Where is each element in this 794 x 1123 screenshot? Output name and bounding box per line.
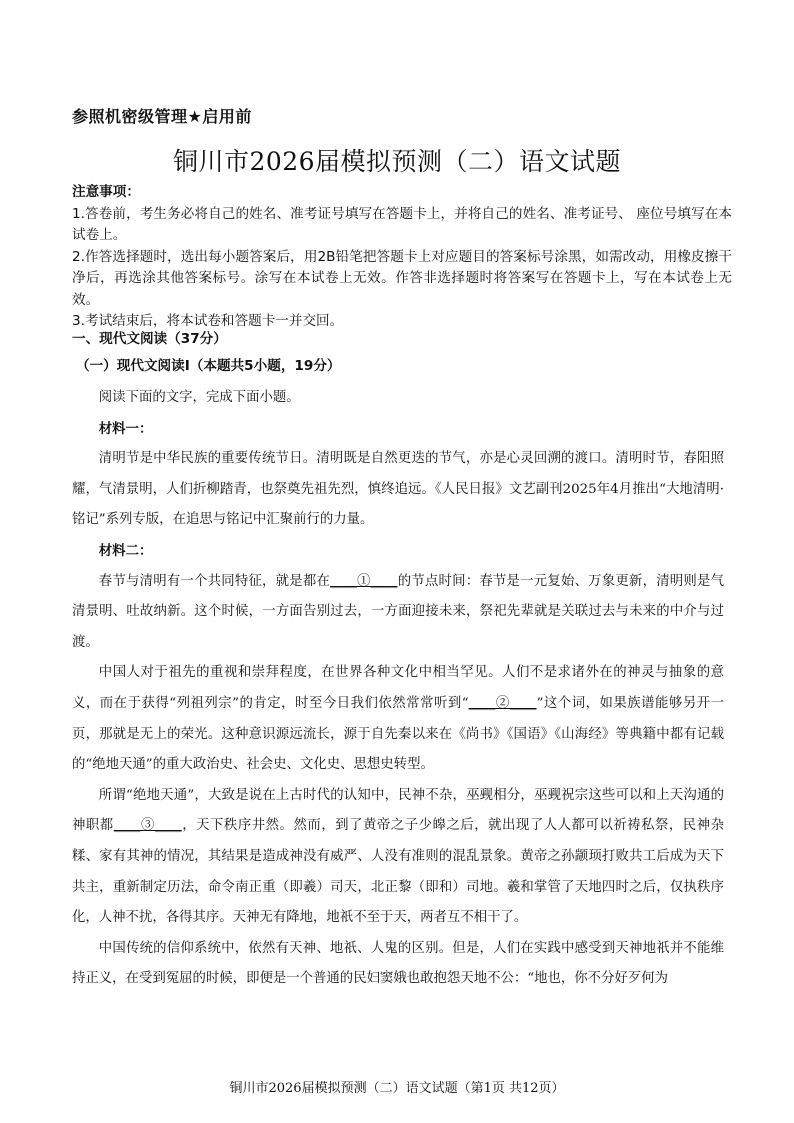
notices-heading: 注意事项： [72,184,140,200]
paragraph-text: 的节点时间：春节是一元复始、万象更新，清明则是气清景明、吐故纳新。这个时候，一方面告别过去，一方面迎接未来，祭祀先辈就是关联过去与未来的中介与过渡。 [72,573,725,650]
paragraph-text: 中国人对于祖先的重视和崇拜程度，在世界各种文化中相当罕见。人们不是求诸外在的神灵与抽象的意义，而在于获得“列祖列宗”的肯定，时至今日我们依然常常听到“ [72,665,724,711]
blank-1: ____①____ [330,573,398,589]
material-2-paragraph-2 [72,658,724,780]
blank-3: ____③____ [113,818,182,834]
material-1-label: 材料一： [98,420,153,437]
confidentiality-label: 参照机密级管理★启用前 [72,107,252,126]
page-title: 铜川市2026届模拟预测（二）语文试题 [172,147,622,176]
section-heading: 一、现代文阅读（37分） [72,331,227,347]
page-footer: 铜川市2026届模拟预测（二）语文试题（第1页 共12页） [229,1081,565,1096]
blank-2: ____②____ [468,695,537,711]
paragraph-text: 所谓“绝地天通”，大致是说在上古时代的认知中，民神不杂，巫觋相分，巫觋祝宗这些可以和上天沟通的神职都 [72,787,724,834]
paragraph-text: 春节与清明有一个共同特征，就是都在 [98,573,331,589]
material-2-label: 材料二： [98,542,153,559]
reading-passage [72,383,724,995]
paragraph-text: ，天下秩序井然。然而，到了黄帝之子少皞之后，就出现了人人都可以祈祷私祭，民神杂糅、家有其神的情况，其结果是造成神没有威严、人没有准则的混乱景象。黄帝之孙颛顼打败共工后成为天下共主，重新制定历法，命令南正重（即羲）司天，北正黎（即和）司地。羲和掌管了天地四时之后，仅执秩序化，人神不扰，各得其序。天神无有降地，地祇不至于天，两者互不相干了。 [72,818,725,926]
material-2-paragraph-3 [72,781,724,934]
material-2-paragraph-4: 中国传统的信仰系统中，依然有天神、地祇、人鬼的区别。但是，人们在实践中感受到天神地祇并不能维持正义，在受到冤屈的时候，即便是一个普通的民妇窦娥也敢抱怨天地不公：“地也，你不分好歹何为 [72,940,724,987]
notices-block [72,182,732,333]
notice-item-3: 3.考试结束后，将本试卷和答题卡一并交回。 [72,313,344,329]
paragraph-text: ”这个词，如果族谱能够另开一页，那就是无上的荣光。这种意识源远流长，源于自先秦以来在《尚书》《国语》《山海经》等典籍中都有记载的“绝地天通”的重大政治史、社会史、文化史、思想史转型。 [72,695,724,773]
material-2-paragraph-1 [72,567,724,659]
subsection-heading: （一）现代文阅读Ⅰ（本题共5小题，19分） [76,358,341,374]
instruction-text: 阅读下面的文字，完成下面小题。 [98,390,300,405]
notice-item-1: 1.答卷前，考生务必将自己的姓名、准考证号填写在答题卡上，并将自己的姓名、准考证号、 座位号填写在本试卷上。 [72,205,732,243]
notice-item-2: 2.作答选择题时，选出每小题答案后，用2B铅笔把答题卡上对应题目的答案标号涂黑，如需改动，用橡皮擦干净后，再选涂其他答案标号。涂写在本试卷上无效。作答非选择题时将答案写在答题卡上，写在本试卷上无效。 [72,248,732,308]
material-1-paragraph: 清明节是中华民族的重要传统节日。清明既是自然更迭的节气，亦是心灵回溯的渡口。清明时节，春阳照耀，气清景明，人们折柳踏青，也祭奠先祖先烈，慎终追远。《人民日报》文艺副刊2025年4月推出“大地清明·铭记”系列专版，在追思与铭记中汇聚前行的力量。 [72,451,724,528]
